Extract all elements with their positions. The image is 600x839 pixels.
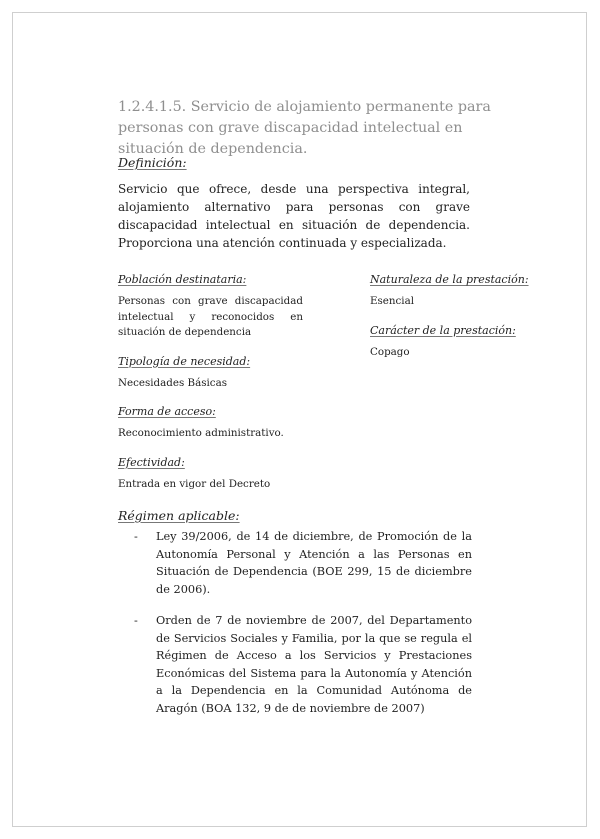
naturaleza-text: Esencial	[370, 295, 415, 307]
definicion-text: Servicio que ofrece, desde una perspectiva integral, alojamiento alternativo para personas con grave discapacidad intelectual en situación de dependencia. Proporciona una atención continuada y especializada.	[118, 182, 470, 250]
regimen-item-text: Orden de 7 de noviembre de 2007, del Departamento de Servicios Sociales y Familia, por la que se regula el Régimen de Acceso a los Servicios y Prestaciones Económicas del Sistema para la Autonomía y Atención a la Dependencia en la Comunidad Autónoma de Aragón (BOA 132, 9 de de noviembre de 2007)	[156, 614, 472, 715]
regimen-list	[134, 528, 472, 717]
regimen-item-ley	[134, 528, 472, 598]
efectividad-text: Entrada en vigor del Decreto	[118, 477, 271, 490]
caracter-heading: Carácter de la prestación:	[370, 323, 516, 337]
tipologia-heading: Tipología de necesidad:	[118, 354, 251, 368]
caracter-text: Copago	[370, 345, 410, 358]
document-title: 1.2.4.1.5. Servicio de alojamiento permanente para personas con grave discapacidad intelectual en situación de dependencia.	[118, 99, 491, 157]
forma-acceso-text: Reconocimiento administrativo.	[118, 427, 284, 439]
tipologia-text: Necesidades Básicas	[118, 376, 227, 389]
poblacion-heading: Población destinataria:	[118, 273, 247, 286]
left-column	[118, 273, 303, 492]
regimen-heading: Régimen aplicable:	[118, 508, 240, 523]
bullet-dash: -	[134, 530, 138, 543]
forma-acceso-heading: Forma de acceso:	[118, 405, 216, 418]
regimen-item-orden	[134, 612, 472, 717]
poblacion-text: Personas con grave discapacidad intelectual y reconocidos en situación de dependencia	[118, 295, 303, 338]
regimen-item-text: Ley 39/2006, de 14 de diciembre, de Promoción de la Autonomía Personal y Atención a las Personas en Situación de Dependencia (BOE 299, 15 de diciembre de 2006).	[156, 530, 472, 596]
right-column	[370, 273, 530, 360]
efectividad-heading: Efectividad:	[118, 455, 185, 469]
definicion-heading: Definición:	[118, 155, 187, 170]
naturaleza-heading: Naturaleza de la prestación:	[370, 273, 529, 286]
bullet-dash: -	[134, 614, 138, 627]
